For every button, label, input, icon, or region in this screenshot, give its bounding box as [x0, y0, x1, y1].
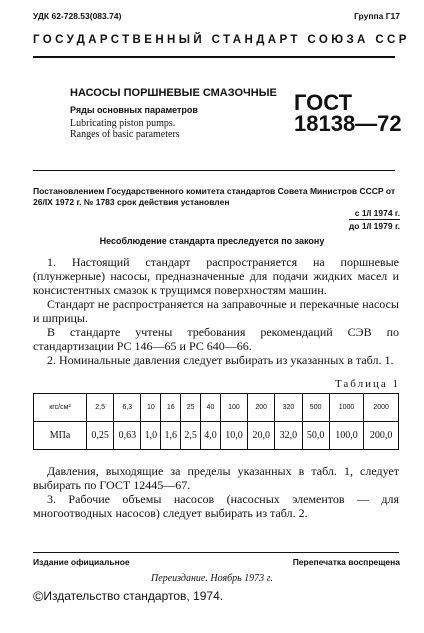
paragraph-2: Стандарт не распространяется на заправочные и перекачные насосы и шприцы.	[33, 297, 399, 325]
reissue-note: Переиздание. Ноябрь 1973 г.	[151, 573, 273, 584]
table-row-label: кгс/см²	[34, 394, 87, 422]
table-cell: 2,5	[181, 422, 201, 450]
table-cell: 32,0	[275, 422, 302, 450]
table-cell: 1000	[329, 394, 364, 422]
table-cell: 1,6	[161, 422, 181, 450]
table-cell: 100,0	[329, 422, 364, 450]
valid-to: до 1/I 1979 г.	[348, 221, 400, 231]
table-cell: 16	[161, 394, 181, 422]
table-cell: 100	[220, 394, 247, 422]
gost-label: ГОСТ	[294, 90, 353, 115]
table-cell: 320	[275, 394, 302, 422]
title-ru: НАСОСЫ ПОРШНЕВЫЕ СМАЗОЧНЫЕ	[70, 87, 277, 99]
copyright-text: Издательство стандартов, 1974.	[43, 589, 224, 603]
decree-text: Постановлением Государственного комитета стандартов Совета Министров СССР от 26/IX 1972 г. № 1783 срок действия установлен	[33, 186, 396, 207]
table-cell: 200	[248, 394, 275, 422]
title-en-line1: Lubricating piston pumps.	[70, 118, 176, 129]
gost-designation	[294, 92, 402, 134]
table-row-kgf	[34, 394, 399, 422]
validity-dates	[349, 207, 400, 232]
table-cell: 0,25	[87, 422, 114, 450]
paragraph-1: 1. Настоящий стандарт распространяется на поршневые (плунжерные) насосы, предназначенные для подачи жидких масел и консистентных смазок к трущимся поверхностям машин.	[33, 255, 399, 297]
table-cell: 1,0	[141, 422, 161, 450]
official-edition: Издание официальное	[33, 557, 130, 567]
table-cell: 2,5	[87, 394, 114, 422]
table-row-mpa	[34, 422, 399, 450]
state-standard-banner: ГОСУДАРСТВЕННЫЙ СТАНДАРТ СОЮЗА ССР	[33, 34, 410, 46]
table-cell: 25	[181, 394, 201, 422]
paragraph-3: В стандарте учтены требования рекомендаций СЭВ по стандартизации РС 146—65 и РС 640—66.	[33, 325, 399, 353]
table-cell: 40	[201, 394, 221, 422]
title-en-line2: Ranges of basic parameters	[70, 129, 180, 140]
group-code: Группа Г17	[354, 11, 400, 21]
table-row-label: МПа	[34, 422, 87, 450]
gost-number: 18138—72	[294, 111, 402, 136]
subtitle-ru: Ряды основных параметров	[70, 105, 198, 115]
noncompliance-notice: Несоблюдение стандарта преследуется по закону	[99, 236, 325, 246]
paragraph-4: 2. Номинальные давления следует выбирать из указанных в табл. 1.	[47, 353, 394, 367]
top-divider	[33, 56, 395, 58]
table-cell: 2000	[364, 394, 399, 422]
pressure-table	[33, 393, 399, 450]
middle-divider	[33, 170, 395, 171]
copyright-line	[33, 588, 223, 604]
table-cell: 6,3	[114, 394, 141, 422]
table-cell: 0,63	[114, 422, 141, 450]
table-caption: Таблица 1	[334, 378, 400, 390]
table-cell: 200,0	[364, 422, 399, 450]
bottom-divider	[33, 552, 399, 553]
copyright-icon: ©	[33, 588, 44, 604]
title-block	[70, 87, 277, 140]
table-cell: 10,0	[220, 422, 247, 450]
paragraph-5: Давления, выходящие за пределы указанных в табл. 1, следует выбирать по ГОСТ 12445—67.	[33, 464, 399, 492]
table-cell: 50,0	[302, 422, 329, 450]
valid-from: с 1/I 1974 г.	[354, 208, 400, 218]
paragraph-6: 3. Рабочие объемы насосов (насосных элементов — для многоотводных насосов) следует выбирать из табл. 2.	[33, 492, 399, 520]
udk-code: УДК 62-728.53(083.74)	[33, 11, 122, 21]
table-cell: 500	[302, 394, 329, 422]
reprint-forbidden: Перепечатка воспрещена	[292, 557, 400, 567]
table-cell: 10	[141, 394, 161, 422]
table-cell: 4,0	[201, 422, 221, 450]
table-cell: 20,0	[248, 422, 275, 450]
